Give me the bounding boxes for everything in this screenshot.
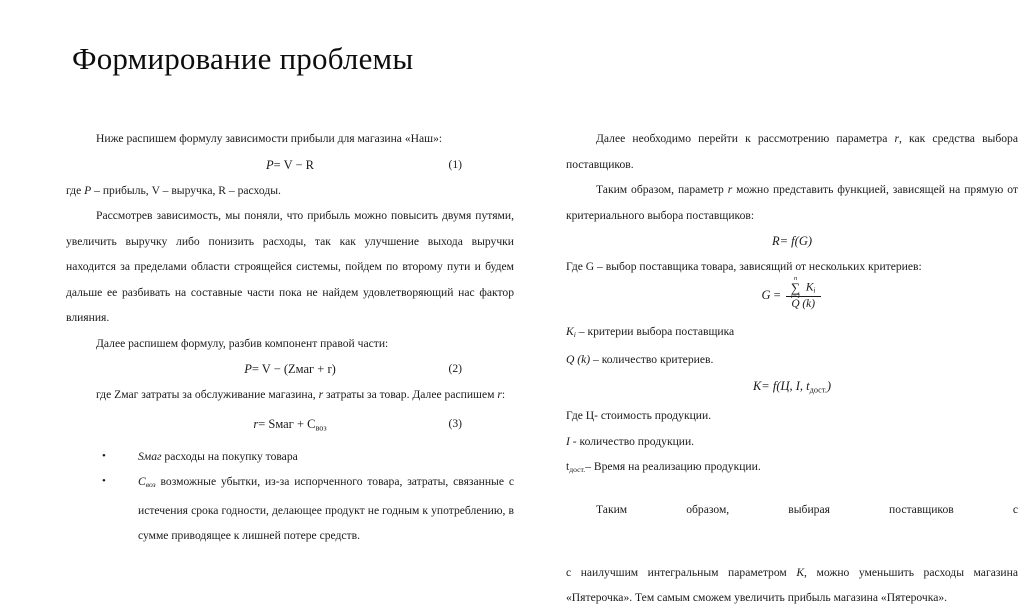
sigma-upper-limit: n bbox=[793, 274, 798, 282]
formula-3 bbox=[66, 411, 514, 441]
formula-5-num-sub: i bbox=[813, 285, 816, 295]
conclusion-var-k: K bbox=[796, 565, 805, 579]
formula-3-number: (3) bbox=[448, 416, 462, 430]
def-t-text: – Время на реализацию продукции. bbox=[585, 460, 761, 474]
where-1-prefix: где bbox=[66, 183, 85, 197]
where-1-text: – прибыль, V – выручка, R – расходы. bbox=[91, 183, 281, 197]
def-qk-var: Q (k) bbox=[566, 353, 591, 367]
where-2-var-r: r bbox=[318, 388, 324, 401]
formula-4-body: = f(G) bbox=[779, 234, 813, 248]
formula-4 bbox=[566, 228, 1018, 254]
formula-1-lhs: P bbox=[265, 157, 274, 172]
formula-2-lhs: P bbox=[244, 362, 252, 376]
sigma-glyph: ∑ bbox=[790, 279, 801, 295]
definition-quantity bbox=[566, 429, 1018, 455]
definition-ki bbox=[566, 319, 1018, 348]
formula-6-body: = f(Ц, I, t bbox=[761, 378, 810, 393]
formula-2-body: = V − (Zмаг + r) bbox=[251, 362, 336, 376]
formula-3-body: = Sмаг + С bbox=[258, 416, 316, 431]
where-2-var-r2: r bbox=[497, 388, 502, 401]
formula-4-lhs: R bbox=[771, 234, 780, 248]
rp2-after: можно представить функцией, зависящей на прямую от критериального выбора поставщиков: bbox=[566, 183, 1018, 222]
bullet-1-term: Sмаг bbox=[138, 449, 162, 463]
formula-1 bbox=[66, 152, 514, 178]
list-item bbox=[66, 444, 514, 470]
left-intro-paragraph: Ниже распишем формулу зависимости прибыли для магазина «Наш»: bbox=[96, 132, 443, 145]
bullet-icon: • bbox=[102, 475, 106, 488]
def-ki-sub: i bbox=[573, 329, 576, 339]
formula-6-subscript: дост. bbox=[809, 385, 827, 395]
bullet-2-subscript: воз bbox=[145, 480, 156, 490]
bullet-1-body bbox=[138, 444, 514, 470]
definition-price: Где Ц- стоимость продукции. bbox=[566, 409, 712, 423]
left-paragraph-3: Далее распишем формулу, разбив компонент правой части: bbox=[96, 336, 389, 350]
rp2-var: r bbox=[727, 183, 733, 196]
formula-5-num-var: K bbox=[805, 281, 814, 293]
definition-time bbox=[566, 454, 1018, 483]
rp1-before: Далее необходимо перейти к рассмотрению параметра bbox=[596, 132, 895, 145]
formula-5 bbox=[566, 274, 1018, 312]
formula-6 bbox=[566, 373, 1018, 403]
left-bullet-list bbox=[66, 444, 514, 549]
conclusion-before: с наилучшим интегральным параметром bbox=[566, 565, 797, 579]
formula-5-eq: = bbox=[773, 287, 781, 302]
left-paragraph-2: Рассмотрев зависимость, мы поняли, что прибыль можно повысить двумя путями, увеличить выручку либо понизить расходы, так как улучшение выхода выручки находится за пределами области строящейся системы, пойдем по второму пути и будем дальше ее разбивать на составные части пока не найдем удовлетворяющий нас фактор влияния. bbox=[66, 209, 514, 324]
list-item bbox=[66, 469, 514, 549]
conclusion-after: , можно уменьшить расходы магазина «Пятерочка». Тем самым сможем увеличить прибыль магазина «Пятерочка». bbox=[566, 565, 1018, 605]
formula-6-tail: ) bbox=[826, 378, 832, 393]
def-i-text: - количество продукции. bbox=[569, 434, 695, 448]
where-2-end: : bbox=[501, 388, 506, 401]
left-column bbox=[66, 126, 514, 549]
where-2-before: где Zмаг затраты за обслуживание магазина, bbox=[96, 388, 319, 401]
right-paragraph-2 bbox=[566, 177, 1018, 228]
bullet-2-body bbox=[138, 469, 514, 549]
def-t-sub: дост. bbox=[569, 465, 586, 475]
sigma-lower-limit: i=1 bbox=[790, 292, 801, 300]
definition-qk bbox=[566, 347, 1018, 373]
rp1-after: , как средства выбора поставщиков. bbox=[566, 132, 1018, 171]
where-definition-1 bbox=[66, 178, 514, 204]
def-i-var: I bbox=[566, 434, 570, 448]
def-t-var: t bbox=[566, 460, 570, 474]
conclusion-first-line: Таким образом, выбирая поставщиков с bbox=[596, 503, 1018, 517]
formula-2 bbox=[66, 356, 514, 382]
formula-6-lhs: K bbox=[752, 378, 762, 393]
formula-3-subscript: воз bbox=[315, 422, 327, 432]
bullet-2-text: возможные убытки, из-за испорченного товара, затраты, связанные с истечения срока годности, делающее продукт не годным к употреблению, в сумме приводящее к лишней потере средств. bbox=[138, 475, 514, 543]
where-1-var-p: P bbox=[84, 183, 92, 197]
conclusion-paragraph bbox=[566, 560, 1018, 611]
bullet-1-text: расходы на покупку товара bbox=[161, 449, 298, 463]
formula-3-lhs: r bbox=[253, 416, 259, 431]
def-ki-text: – критерии выбора поставщика bbox=[575, 324, 735, 338]
where-2-after: затраты за товар. Далее распишем bbox=[323, 388, 498, 401]
formula-1-number: (1) bbox=[448, 157, 462, 171]
formula-2-number: (2) bbox=[448, 362, 462, 375]
formula-5-numerator bbox=[786, 274, 821, 300]
where-g-definition: Где G – выбор поставщика товара, зависящий от нескольких критериев: bbox=[566, 260, 922, 273]
rp1-var: r bbox=[894, 132, 900, 145]
bullet-2-term: С bbox=[138, 475, 146, 489]
formula-5-denominator: Q (k) bbox=[791, 298, 816, 311]
right-column bbox=[566, 126, 1018, 611]
rp2-before: Таким образом, параметр bbox=[596, 183, 728, 196]
formula-5-fraction bbox=[786, 274, 821, 312]
where-definition-2 bbox=[66, 382, 514, 408]
bullet-icon: • bbox=[102, 449, 106, 462]
page-title: Формирование проблемы bbox=[72, 41, 414, 76]
summation-icon bbox=[790, 274, 801, 300]
def-qk-text: – количество критериев. bbox=[590, 353, 714, 367]
formula-5-lhs: G bbox=[761, 287, 771, 302]
two-column-body bbox=[0, 126, 1024, 605]
formula-1-body: = V − R bbox=[273, 157, 315, 172]
right-paragraph-1 bbox=[566, 126, 1018, 177]
def-ki-var: K bbox=[566, 324, 574, 338]
